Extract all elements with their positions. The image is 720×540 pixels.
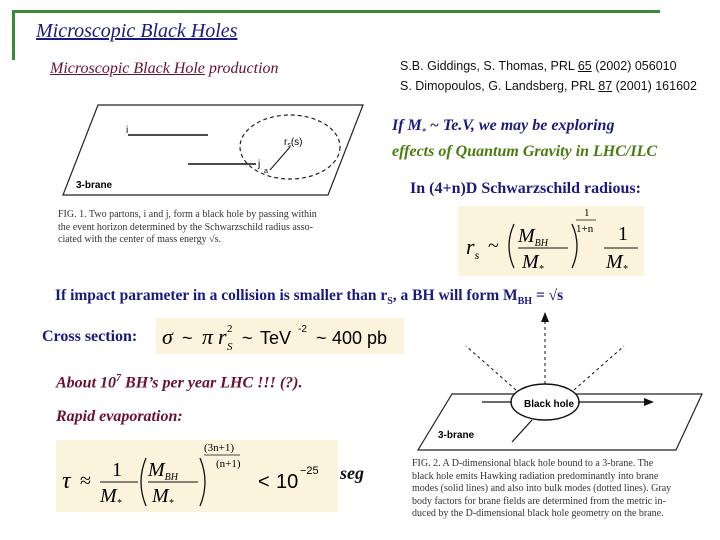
exp-den: 1+n — [576, 223, 594, 235]
tau-one: 1 — [112, 459, 122, 481]
seg-unit: seg — [340, 463, 364, 483]
brane-mode-down — [512, 420, 532, 442]
subtitle-underlined: Microscopic Black Hole — [50, 60, 205, 77]
cross-section-formula — [156, 318, 404, 354]
tau-mbh-m: M — [148, 459, 165, 481]
cs-tev: TeV — [260, 328, 292, 348]
ref2-volume: 87 — [598, 79, 613, 93]
tau-mstar-sub: * — [116, 498, 122, 509]
label-a: a — [264, 168, 268, 175]
impact-parameter-statement — [55, 287, 563, 307]
tau-mstar2-m: M — [152, 485, 169, 507]
reference-1 — [400, 56, 697, 76]
label-rs-sub: s — [287, 142, 291, 149]
qg-star: * — [421, 127, 426, 137]
cs-tilde-2: ~ — [242, 328, 253, 348]
cs-tilde-1: ~ — [182, 328, 193, 348]
ref2-authors: S. Dimopoulos, G. Landsberg, PRL — [400, 79, 599, 93]
mstar2-m: M — [606, 251, 623, 273]
qg-rest: ~ Te.V, we may be exploring — [425, 117, 615, 134]
rs-sub: s — [474, 248, 480, 262]
tau-mstar — [99, 485, 122, 509]
brane-label-2: 3-brane — [438, 430, 475, 441]
mstar2-sub: * — [622, 264, 628, 275]
cs-tev-exp: -2 — [298, 324, 307, 335]
impact-text-3: = √s — [532, 287, 564, 304]
radius-line — [270, 147, 290, 170]
rs-r: r — [466, 234, 475, 259]
tau-right-paren — [200, 458, 205, 506]
mstar-denominator-2 — [605, 251, 628, 275]
mbh-m: M — [518, 225, 535, 247]
tau-mbh — [147, 459, 179, 483]
ref1-authors: S.B. Giddings, S. Thomas, PRL — [400, 59, 578, 73]
brane-label-1: 3-brane — [76, 180, 113, 191]
figure-1-diagram — [58, 95, 368, 205]
lifetime-formula — [56, 440, 338, 512]
tau-left-paren — [141, 458, 146, 506]
rapid-evaporation-label: Rapid evaporation: — [56, 408, 183, 425]
rs-symbol — [466, 234, 480, 262]
slide-title: Microscopic Black Holes — [36, 20, 238, 42]
exp-num: 1 — [584, 207, 590, 219]
tau-exp-num: (3n+1) — [204, 442, 235, 454]
cs-r-sub: S — [227, 341, 233, 353]
label-rs — [284, 137, 303, 149]
figure-2-caption — [412, 458, 712, 521]
label-rs-arg: (s) — [290, 137, 303, 148]
one-numerator: 1 — [618, 223, 628, 245]
cs-r-sup: 2 — [227, 323, 233, 335]
tau-mstar-m: M — [100, 485, 117, 507]
tau-exp-den: (n+1) — [216, 458, 241, 470]
fig2-caption-line: black hole emits Hawking radiation predominantly into brane — [412, 470, 659, 482]
ref2-suffix: (2001) 161602 — [612, 79, 697, 93]
mbh-numerator — [517, 225, 549, 249]
mstar-denominator — [521, 251, 544, 275]
cs-tilde-3: ~ — [316, 328, 327, 348]
impact-sub: S — [387, 296, 393, 308]
arrow-right-icon — [644, 398, 654, 406]
ref1-suffix: (2002) 056010 — [591, 59, 677, 73]
bulk-mode-left — [466, 346, 516, 390]
mstar-m: M — [522, 251, 539, 273]
tau-mbh-sub: BH — [164, 472, 179, 483]
subtitle-rest: production — [204, 60, 279, 77]
qg-line-2: effects of Quantum Gravity in LHC/ILC — [392, 143, 658, 161]
fig2-caption-line: body factors for brane fields are determined from the metric in- — [412, 495, 666, 507]
figure-1-caption — [58, 209, 317, 247]
bulk-mode-right — [574, 346, 624, 390]
label-j: j — [258, 159, 261, 170]
impact-sub-2: BH — [517, 296, 533, 308]
label-i: i — [126, 125, 129, 136]
about-sup: 7 — [116, 373, 122, 384]
impact-text-2: , a BH will form M — [392, 287, 518, 304]
tau-mstar-2 — [151, 485, 174, 509]
fig1-caption-line: the event horizon determined by the Schwarzschild radius asso- — [58, 221, 313, 233]
slide-subtitle — [50, 60, 279, 78]
impact-text: If impact parameter in a collision is smaller than r — [55, 287, 388, 304]
mstar-sub: * — [538, 264, 544, 275]
cs-r: r — [218, 324, 227, 349]
slide-frame-top — [12, 10, 660, 13]
left-paren — [509, 224, 514, 268]
tau-mstar2-sub: * — [168, 498, 174, 509]
qg-line-1 — [392, 116, 657, 142]
tau-symbol: τ — [62, 468, 71, 494]
pi-symbol: π — [202, 324, 214, 349]
sigma-symbol: σ — [162, 324, 173, 349]
tau-approx: ≈ — [80, 470, 91, 492]
cs-pb: 400 pb — [332, 328, 388, 348]
slide-frame-left — [12, 10, 15, 60]
black-hole-label: Black hole — [524, 399, 575, 410]
about-rest: BH’s per year LHC !!! (?). — [121, 374, 303, 392]
tau-ten-exp: −25 — [300, 465, 319, 477]
fig1-caption-line: FIG. 1. Two partons, i and j, form a black hole by passing within — [58, 209, 317, 220]
bh-rate-statement — [56, 373, 302, 392]
arrow-up-icon — [541, 312, 549, 322]
tau-ten: 10 — [276, 471, 299, 493]
references — [400, 56, 697, 96]
about-prefix: About 10 — [56, 374, 117, 392]
ref1-volume: 65 — [577, 59, 592, 73]
quantum-gravity-statement — [392, 116, 657, 162]
qg-if: If M — [392, 117, 422, 134]
schwarzschild-formula — [458, 206, 644, 276]
fig1-caption-line: ciated with the center of mass energy √s. — [58, 234, 222, 245]
figure-2-diagram — [412, 310, 708, 452]
cross-section-label: Cross section: — [42, 328, 138, 345]
rs-tilde: ~ — [488, 235, 499, 257]
label-rs-r: r — [284, 137, 288, 148]
fig2-caption-line: duced by the D-dimensional black hole geometry on the brane. — [412, 508, 664, 519]
fig2-caption-line: FIG. 2. A D-dimensional black hole bound to a 3-brane. The — [412, 458, 654, 469]
mbh-sub: BH — [534, 238, 549, 249]
fig2-caption-line: modes (solid lines) and also into bulk modes (dotted lines). Gray — [412, 483, 672, 494]
schwarzschild-label: In (4+n)D Schwarzschild radious: — [410, 180, 641, 197]
tau-lt: < — [258, 471, 270, 493]
reference-2 — [400, 76, 697, 96]
